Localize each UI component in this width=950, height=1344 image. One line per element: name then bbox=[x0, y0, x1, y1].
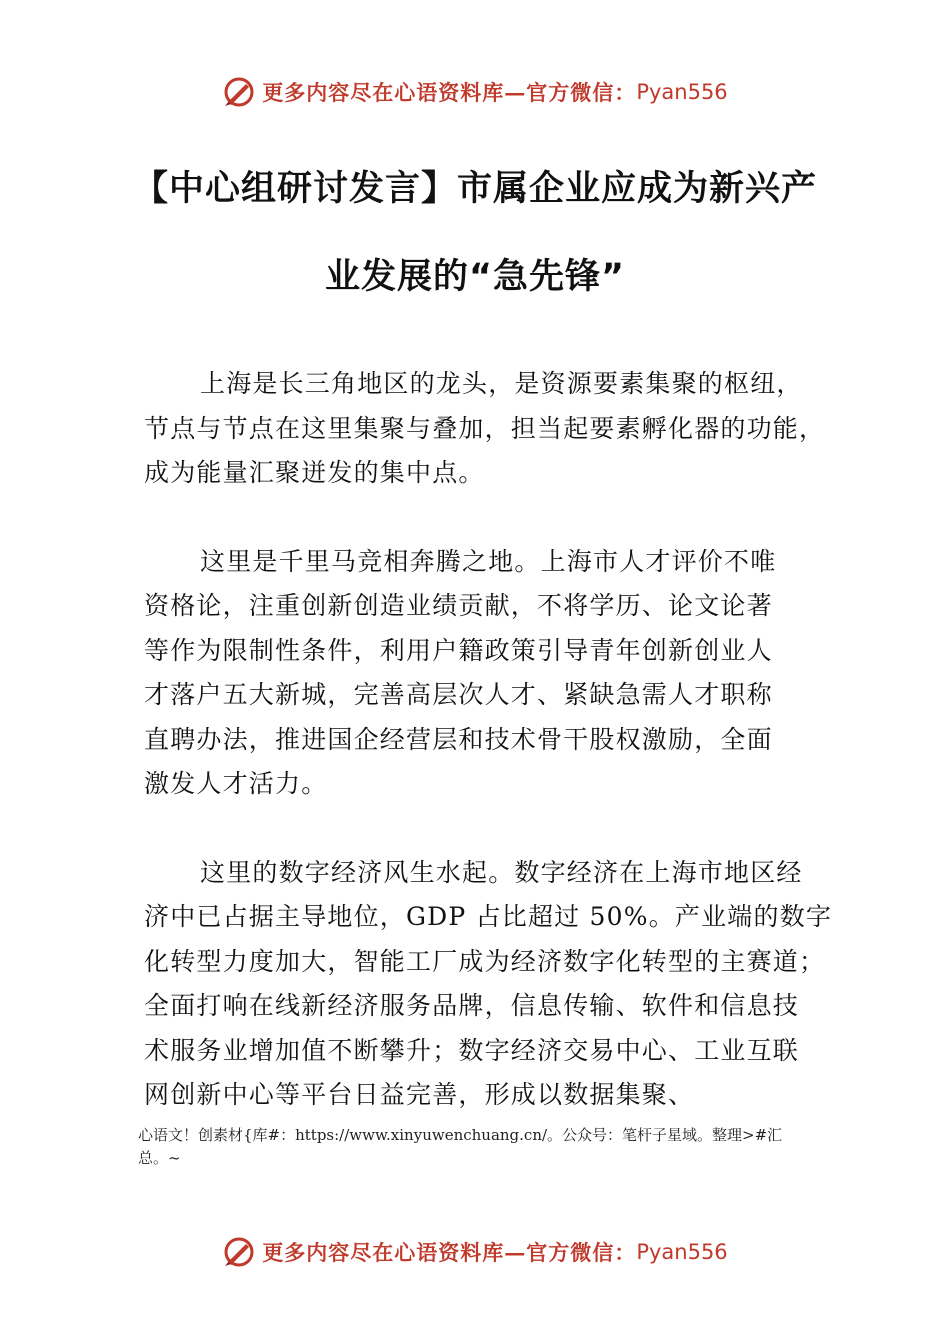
paragraph bbox=[144, 540, 834, 807]
paragraph-line: 直聘办法，推进国企经营层和技术骨干股权激励，全面 bbox=[144, 724, 773, 754]
banner-wechat-id: Pyan556 bbox=[636, 80, 728, 104]
title-line: 业发展的“急先锋” bbox=[324, 257, 625, 297]
footnote-line: 心语文！创素材{库#：https://www.xinyuwenchuang.cn/。公众号：笔杆子星域。整理>#汇 bbox=[138, 1126, 783, 1144]
paragraph-line: 才落户五大新城，完善高层次人才、紧缺急需人才职称 bbox=[144, 680, 773, 709]
paragraph-line: 等作为限制性条件，利用户籍政策引导青年创新创业人 bbox=[144, 635, 773, 665]
paragraph-line: 化转型力度加大，智能工厂成为经济数字化转型的主赛道； bbox=[144, 946, 826, 976]
title-line: 【中心组研讨发言】市属企业应成为新兴产 bbox=[132, 169, 817, 209]
paragraph-line: 上海是长三角地区的龙头，是资源要素集聚的枢纽， bbox=[200, 369, 803, 398]
paragraph bbox=[144, 362, 834, 496]
paragraph-line: 成为能量汇聚迸发的集中点。 bbox=[144, 458, 485, 487]
article-body bbox=[144, 362, 834, 1162]
header-banner bbox=[0, 72, 950, 112]
paragraph-line: 节点与节点在这里集聚与叠加，担当起要素孵化器的功能， bbox=[144, 413, 826, 443]
banner-text: 更多内容尽在心语资料库—官方微信： bbox=[262, 1240, 637, 1265]
paragraph-line: 这里是千里马竞相奔腾之地。上海市人才评价不唯 bbox=[200, 546, 777, 576]
banner-text: 更多内容尽在心语资料库—官方微信： bbox=[262, 80, 637, 105]
paragraph-line: 全面打响在线新经济服务品牌，信息传输、软件和信息技 bbox=[144, 991, 800, 1020]
pen-logo-icon bbox=[222, 1235, 256, 1269]
banner-wechat-id: Pyan556 bbox=[636, 1240, 728, 1264]
paragraph-line: 激发人才活力。 bbox=[144, 769, 328, 798]
paragraph-line: 济中已占据主导地位，GDP 占比超过 50%。产业端的数字 bbox=[144, 902, 833, 931]
source-footnote bbox=[138, 1124, 838, 1170]
pen-logo-icon bbox=[222, 75, 256, 109]
paragraph-line: 资格论，注重创新创造业绩贡献，不将学历、论文论著 bbox=[144, 591, 773, 620]
page-title bbox=[120, 145, 830, 321]
paragraph bbox=[144, 851, 834, 1118]
footer-banner bbox=[0, 1232, 950, 1272]
paragraph-line: 术服务业增加值不断攀升；数字经济交易中心、工业互联 bbox=[144, 1035, 800, 1065]
footnote-line: 总。~ bbox=[138, 1149, 181, 1167]
paragraph-line: 这里的数字经济风生水起。数字经济在上海市地区经 bbox=[200, 857, 803, 887]
paragraph-line: 网创新中心等平台日益完善，形成以数据集聚、 bbox=[144, 1080, 695, 1109]
